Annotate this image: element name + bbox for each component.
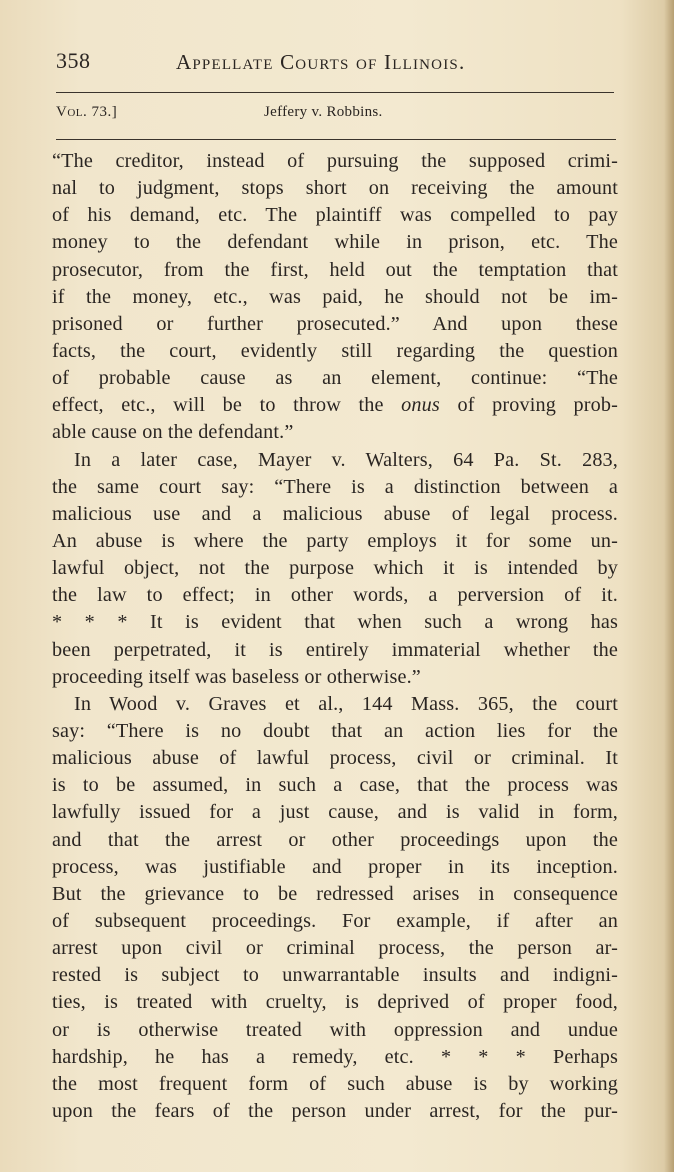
- subheader-rule: [56, 139, 616, 140]
- text-line: rested is subject to unwarrantable insults and indigni-: [52, 964, 618, 987]
- text-line: “The creditor, instead of pursuing the supposed crimi-: [52, 150, 618, 172]
- text-line: process, was justifiable and proper in its inception.: [52, 855, 618, 878]
- text-line: able cause on the defendant.”: [52, 421, 294, 444]
- text-line: of subsequent proceedings. For example, if after an: [52, 909, 618, 932]
- text-line: proceeding itself was baseless or otherwise.”: [52, 665, 421, 688]
- text-line: But the grievance to be redressed arises in consequence: [52, 882, 618, 905]
- volume-label: Vol. 73.]: [56, 104, 118, 120]
- page-number: 358: [56, 48, 91, 73]
- text-line: money to the defendant while in prison, etc. The: [52, 231, 618, 254]
- text-line: if the money, etc., was paid, he should not be im-: [52, 285, 618, 308]
- text-line: malicious abuse of lawful process, civil or criminal. It: [52, 747, 618, 770]
- text-line: of probable cause as an element, continue: “The: [52, 367, 618, 390]
- text-line: lawful object, not the purpose which it is intended by: [52, 557, 618, 580]
- text-line: arrest upon civil or criminal process, the person ar-: [52, 937, 618, 960]
- text-line: prisoned or further prosecuted.” And upon these: [52, 312, 618, 335]
- text-line: ties, is treated with cruelty, is deprived of proper food,: [52, 991, 618, 1014]
- page-edge-shadow: [664, 0, 674, 1172]
- text-line: the law to effect; in other words, a perversion of it.: [52, 584, 618, 607]
- header-rule: [56, 92, 614, 93]
- text-line: lawfully issued for a just cause, and is valid in form,: [52, 801, 618, 824]
- text-line: say: “There is no doubt that an action lies for the: [52, 719, 618, 742]
- text-line: In a later case, Mayer v. Walters, 64 Pa. St. 283,: [74, 448, 618, 471]
- text-line: been perpetrated, it is entirely immaterial whether the: [52, 638, 618, 661]
- text-line: and that the arrest or other proceedings upon the: [52, 828, 618, 851]
- text-line: is to be assumed, in such a case, that the process was: [52, 774, 618, 797]
- page-header: [56, 46, 616, 82]
- text-line: the same court say: “There is a distinction between a: [52, 475, 618, 498]
- text-line: of his demand, etc. The plaintiff was compelled to pay: [52, 204, 618, 227]
- body-text: [52, 148, 618, 1125]
- text-line: * * * It is evident that when such a wrong has: [52, 611, 618, 634]
- text-line: In Wood v. Graves et al., 144 Mass. 365, the court: [74, 692, 618, 715]
- text-line: facts, the court, evidently still regarding the question: [52, 339, 618, 362]
- text-line: or is otherwise treated with oppression and undue: [52, 1018, 618, 1041]
- text-line: the most frequent form of such abuse is by working: [52, 1072, 618, 1095]
- case-name: Jeffery v. Robbins.: [264, 104, 383, 120]
- text-line: upon the fears of the person under arrest, for the pur-: [52, 1099, 618, 1122]
- page-subheader: [56, 102, 616, 126]
- text-line: hardship, he has a remedy, etc. * * * Perhaps: [52, 1045, 618, 1068]
- text-line: prosecutor, from the first, held out the temptation that: [52, 258, 618, 281]
- text-line: An abuse is where the party employs it for some un-: [52, 529, 618, 552]
- text-line: effect, etc., will be to throw the onus of proving prob-: [52, 394, 618, 417]
- text-line: nal to judgment, stops short on receiving the amount: [52, 177, 618, 200]
- text-line: malicious use and a malicious abuse of legal process.: [52, 502, 618, 525]
- running-title: Appellate Courts of Illinois.: [176, 50, 466, 74]
